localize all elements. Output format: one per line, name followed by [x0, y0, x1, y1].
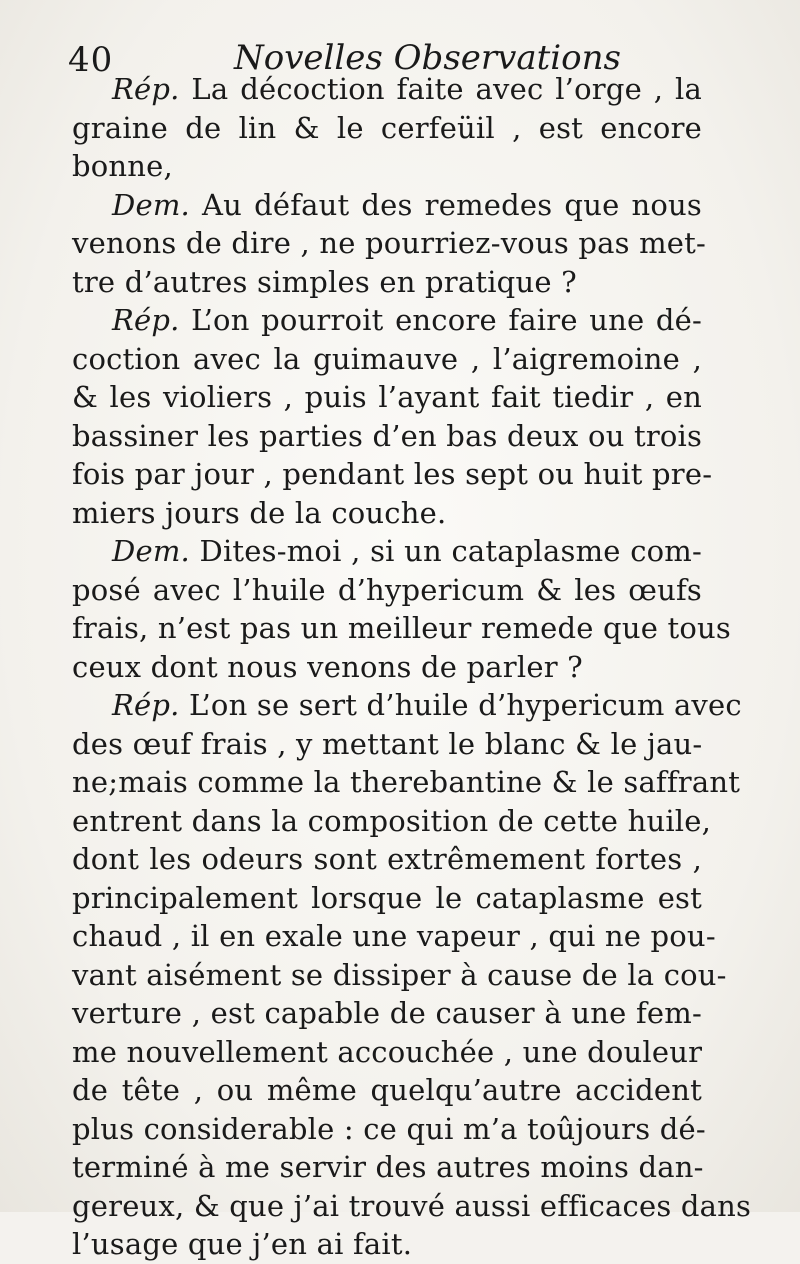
- line-text: L’on se sert d’huile d’hypericum avec: [179, 688, 742, 722]
- text-line: [72, 956, 727, 995]
- line-text: verture , est capable de causer à une fem-: [72, 996, 702, 1030]
- line-text: graine de lin & le cerfeüil , est encore: [72, 110, 702, 145]
- line-text: entrent dans la composition de cette huile,: [72, 803, 712, 838]
- line-text: L’on pourroit encore faire une dé-: [179, 303, 702, 337]
- line-text: venons de dire , ne pourriez-vous pas met-: [72, 226, 707, 260]
- speaker-label: Rép.: [112, 303, 180, 337]
- text-line: [72, 417, 702, 456]
- line-text: bonne,: [72, 149, 173, 183]
- text-line: [72, 725, 702, 764]
- line-text: & les violiers , puis l’ayant fait tiedir , en: [72, 380, 702, 414]
- speaker-label: Dem.: [112, 534, 190, 568]
- line-text: coction avec la guimauve , l’aigremoine ,: [72, 341, 702, 376]
- text-line: [72, 1033, 702, 1072]
- text-line: [72, 571, 702, 610]
- running-title: Novelles Observations: [234, 38, 621, 78]
- speaker-label: Rép.: [112, 72, 180, 106]
- text-line: [72, 686, 742, 725]
- page-number: 40: [68, 40, 114, 80]
- text-line: [72, 994, 702, 1033]
- line-text: l’usage que j’en ai fait.: [72, 1227, 413, 1261]
- text-line: [72, 879, 702, 918]
- text-line: [72, 1187, 752, 1226]
- line-text: gereux, & que j’ai trouvé aussi efficaces dans: [72, 1188, 752, 1223]
- speaker-label: Dem.: [112, 187, 190, 222]
- line-text: de tête , ou même quelqu’autre accident: [72, 1073, 702, 1107]
- line-text: Au défaut des remedes que nous: [189, 187, 702, 222]
- line-text: chaud , il en exale une vapeur , qui ne pou-: [72, 919, 716, 953]
- text-line: [72, 648, 702, 687]
- line-text: fois par jour , pendant les sept ou huit pre-: [72, 457, 713, 491]
- line-text: vant aisément se dissiper à cause de la cou-: [72, 957, 727, 992]
- text-line: [72, 802, 712, 841]
- text-line: [72, 147, 702, 186]
- line-text: miers jours de la couche.: [72, 495, 447, 530]
- line-text: principalement lorsque le cataplasme est: [72, 880, 702, 915]
- text-line: [72, 455, 713, 494]
- text-line: [72, 1225, 702, 1264]
- text-line: [72, 263, 702, 302]
- text-line: [72, 109, 702, 148]
- text-line: [72, 609, 731, 648]
- text-line: [72, 70, 702, 109]
- line-text: tre d’autres simples en pratique ?: [72, 264, 577, 299]
- speaker-label: Rép.: [112, 688, 180, 722]
- line-text: ne;mais comme la therebantine & le saffrant: [72, 765, 741, 799]
- text-line: [72, 186, 702, 225]
- line-text: posé avec l’huile d’hypericum & les œufs: [72, 572, 702, 607]
- line-text: bassiner les parties d’en bas deux ou trois: [72, 418, 703, 453]
- line-text: me nouvellement accouchée , une douleur: [72, 1034, 703, 1069]
- line-text: ceux dont nous venons de parler ?: [72, 649, 583, 684]
- line-text: plus considerable : ce qui m’a toûjours dé-: [72, 1111, 706, 1146]
- text-line: [72, 1071, 702, 1110]
- line-text: La décoction faite avec l’orge , la: [179, 72, 702, 106]
- text-line: [72, 340, 702, 379]
- line-text: Dites-moi , si un cataplasme com-: [189, 534, 702, 568]
- text-line: [72, 532, 702, 571]
- body-text: [72, 70, 752, 1264]
- text-line: [72, 378, 702, 417]
- line-text: dont les odeurs sont extrêmement fortes ,: [72, 842, 702, 876]
- line-text: des œuf frais , y mettant le blanc & le jau-: [72, 726, 703, 761]
- text-line: [72, 301, 702, 340]
- text-line: [72, 763, 741, 802]
- text-line: [72, 224, 707, 263]
- text-line: [72, 494, 702, 533]
- line-text: terminé à me servir des autres moins dan-: [72, 1150, 704, 1184]
- text-line: [72, 917, 716, 956]
- text-line: [72, 1110, 706, 1149]
- line-text: frais, n’est pas un meilleur remede que tous: [72, 611, 731, 645]
- text-line: [72, 1148, 702, 1187]
- text-line: [72, 840, 702, 879]
